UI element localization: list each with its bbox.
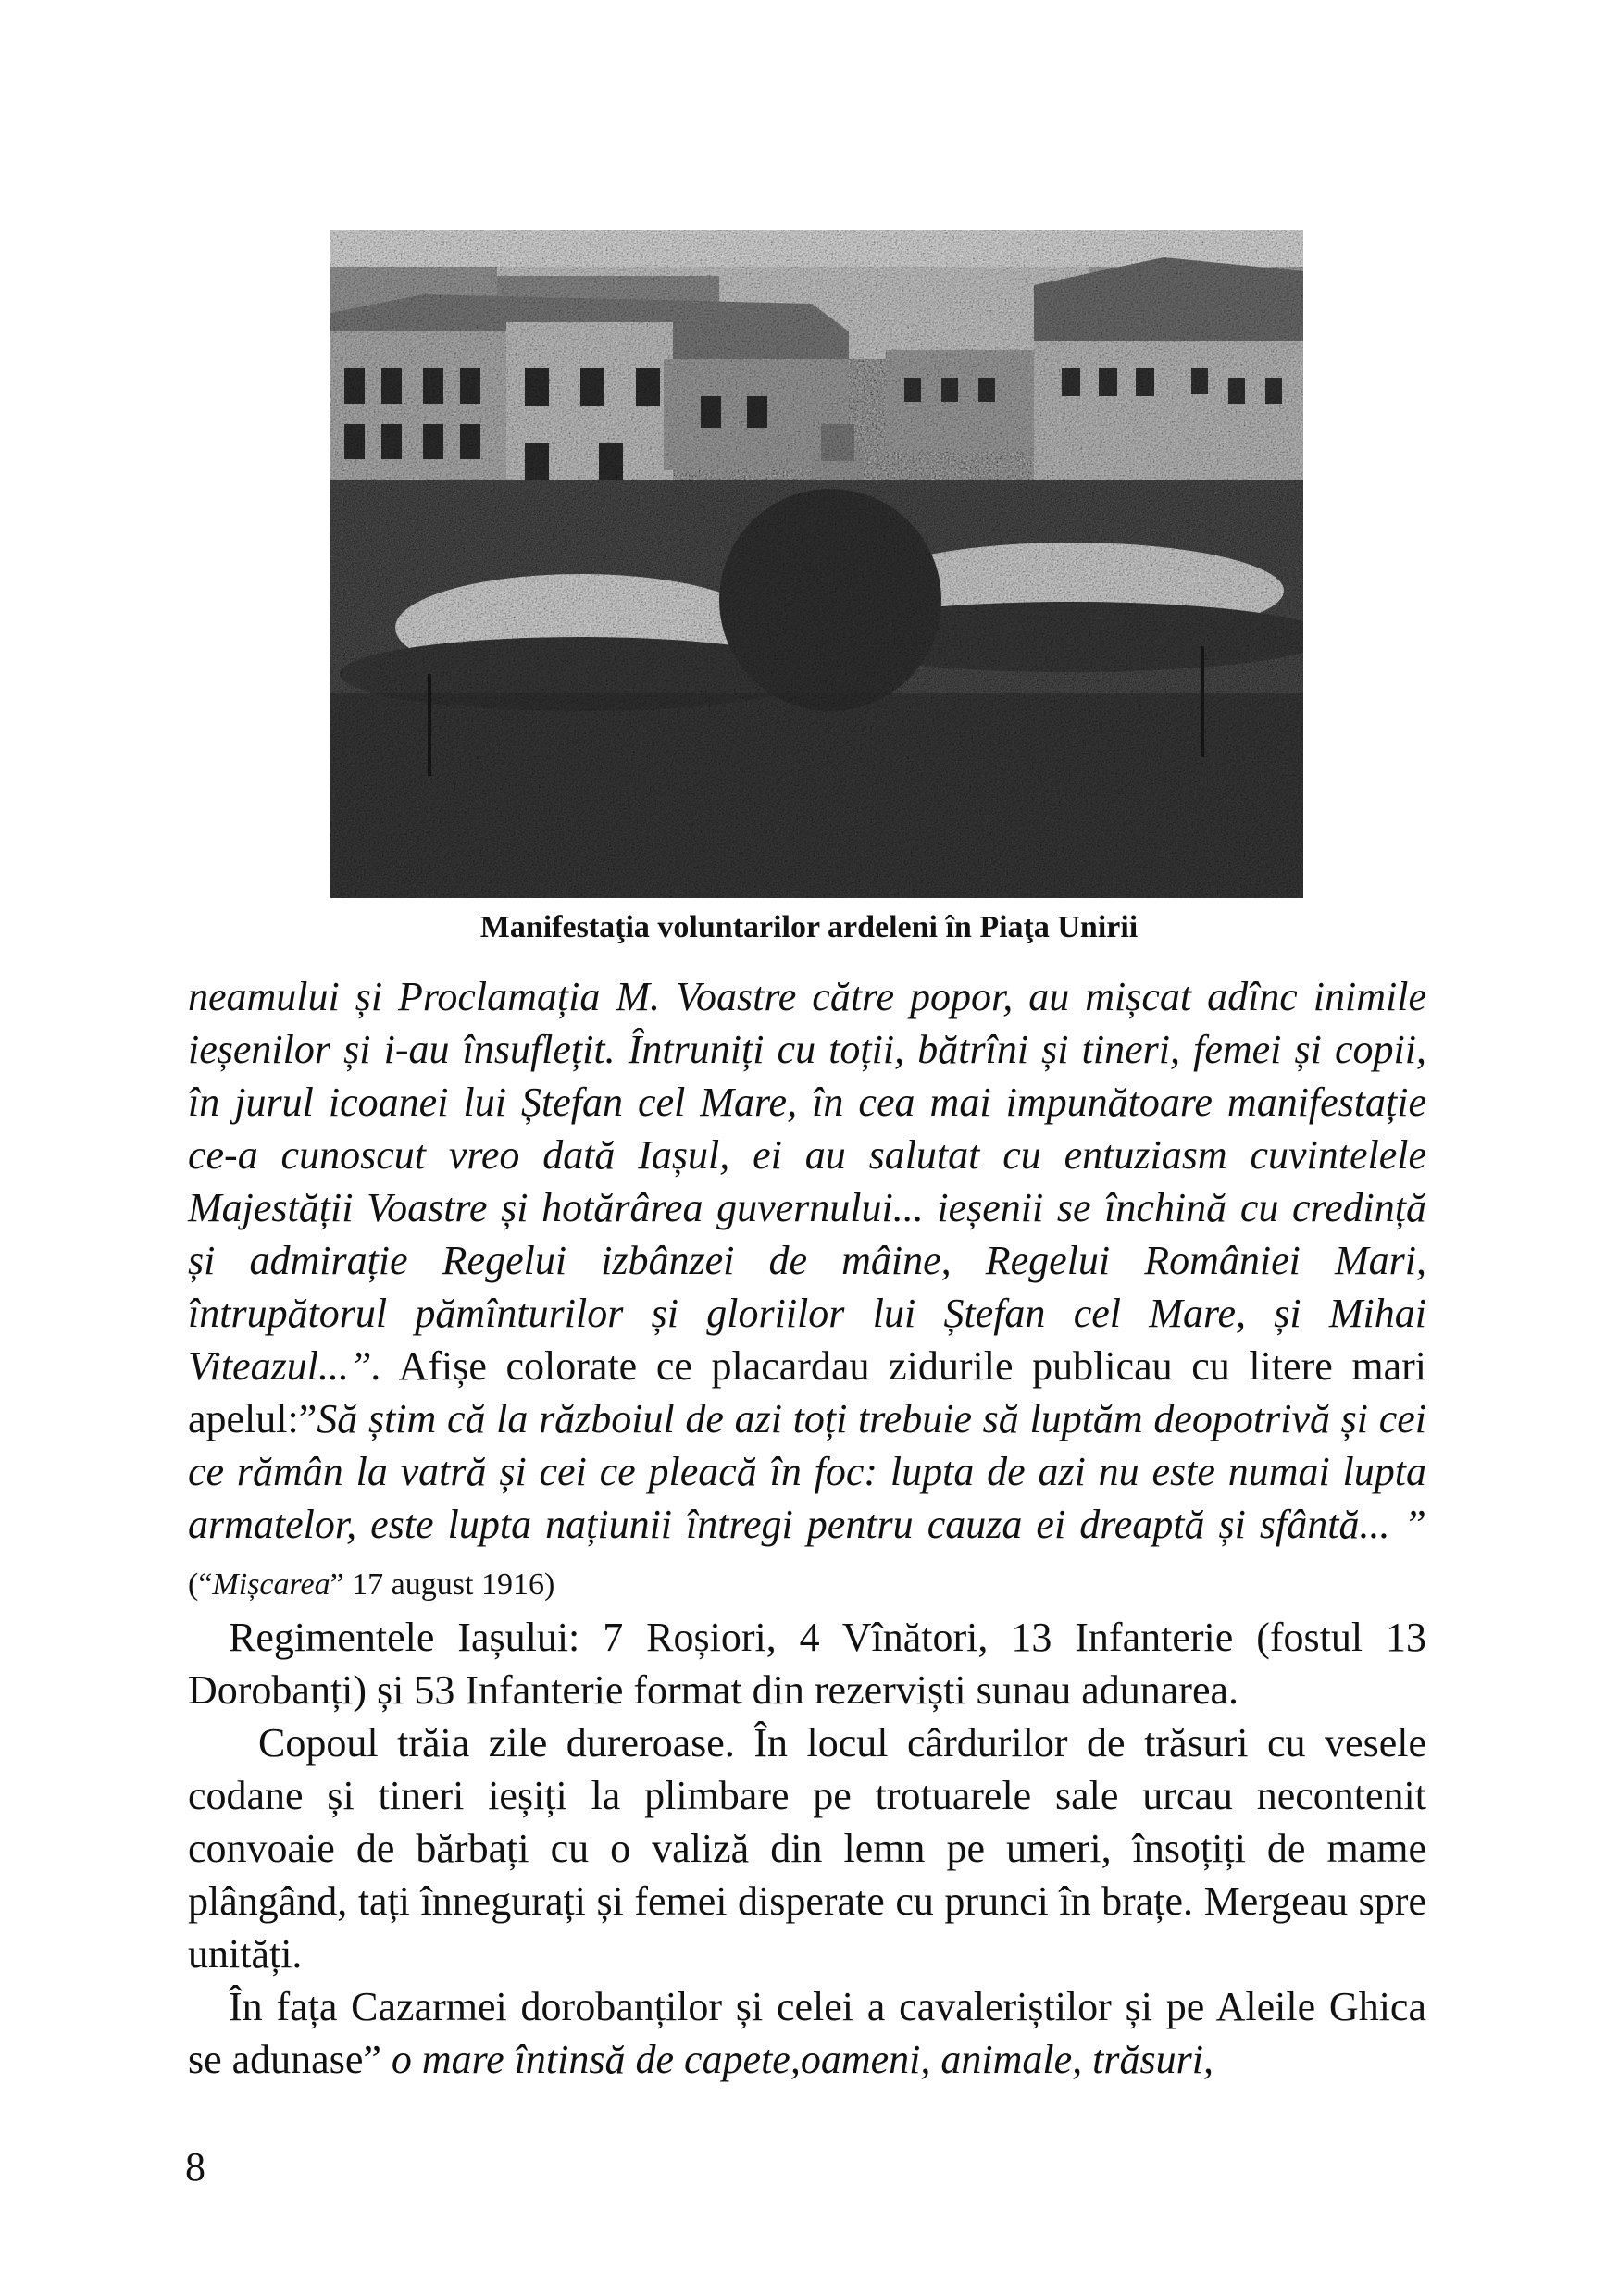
- source-name: Mișcarea: [212, 1567, 330, 1602]
- crowd-square-photo: [330, 230, 1303, 898]
- quote-text: neamului și Proclamația M. Voastre către popor, au mișcat adînc inimile ieșenilor și i-au însuflețit. Întruniți cu toții, bătrîni și tineri, femei și copii, în jurul icoanei lui Ștefan cel Mare, în cea mai impunătoare manifestație ce-a cunoscut vreo dată Iașul, ei au salutat cu entuziasm cuvintelele Majestății Voastre și hotărârea guvernului... ieșenii se închină cu credință și admirație Regelui izbânzei de mâine, Regelui României Mari, întrupătorul pămînturilor și gloriilor lui Ștefan cel Mare, și Mihai Viteazul...”.: [188, 974, 1426, 1389]
- cazarma-quote: o mare întinsă de capete,oameni, animale, trăsuri,: [380, 2037, 1214, 2082]
- body-text: [188, 970, 1426, 2086]
- posters-text: Afișe colorate ce placardau zidurile publicau cu litere mari apelul:”: [188, 1343, 1426, 1441]
- quote-paragraph: [188, 970, 1426, 1611]
- cazarma-paragraph: [188, 1980, 1426, 2086]
- source-close: ” 17 august 1916): [330, 1567, 555, 1602]
- appeal-text: Să știm că la războiul de azi toți trebuie să luptăm deopotrivă și cei ce rămân la vatră și cei ce pleacă în foc: lupta de azi nu este numai lupta armatelor, este lupta națiunii întregi pentru cauza ei dreaptă și sfântă... ”: [188, 1396, 1426, 1547]
- regiments-paragraph: Regimentele Iașului: 7 Roșiori, 4 Vînători, 13 Infanterie (fostul 13 Dorobanți) și 53 Infanterie format din rezerviști sunau adunarea.: [188, 1615, 1426, 1713]
- source-open: (“: [188, 1567, 213, 1602]
- copou-paragraph: Copoul trăia zile dureroase. În locul cârdurilor de trăsuri cu vesele codane și tineri ieșiți la plimbare pe trotuarele sale urcau necontenit convoaie de bărbați cu o valiză din lemn pe umeri, însoțiți de mame plângând, tați înnegurați și femei disperate cu prunci în brațe. Mergeau spre unități.: [188, 1720, 1426, 1977]
- cazarma-text: În fața Cazarmei dorobanților și celei a cavaleriștilor și pe Aleile Ghica se adunase”: [188, 1984, 1426, 2082]
- historic-photo: [330, 230, 1303, 898]
- photo-caption: Manifestaţia voluntarilor ardeleni în Piaţa Unirii: [479, 910, 1139, 944]
- page-number: 8: [185, 2144, 205, 2190]
